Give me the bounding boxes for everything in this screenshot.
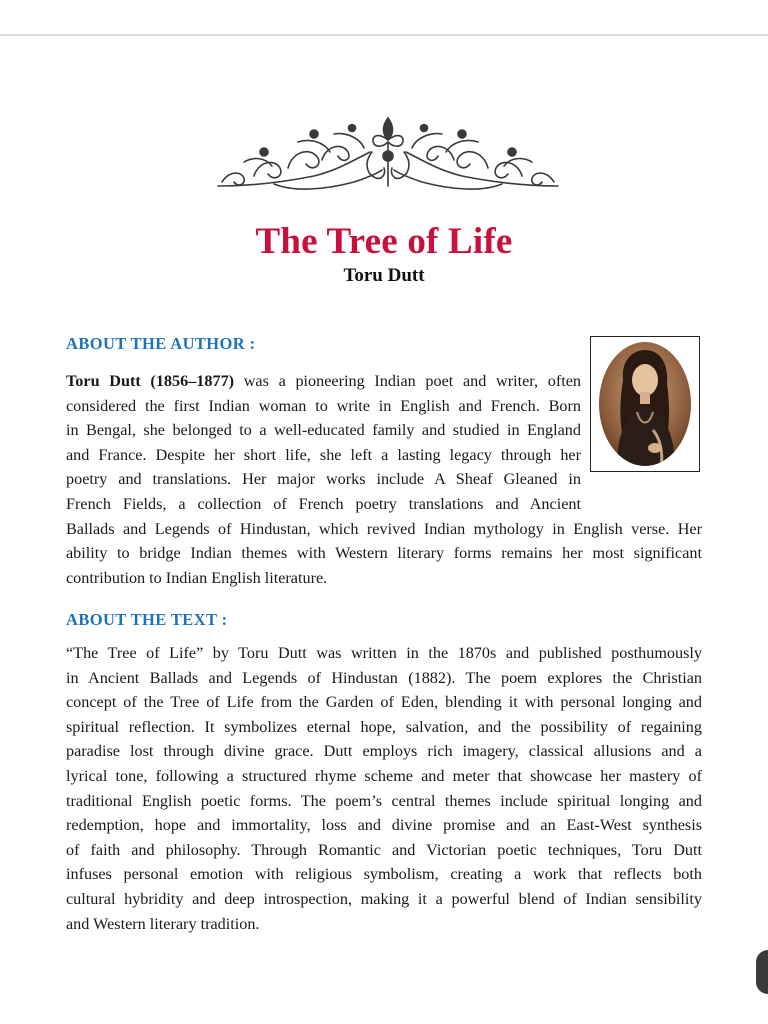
about-text-paragraph: [66, 641, 702, 936]
text-line-4: spiritual reflection. It symbolizes eternal hope, salvation, and the possibility of regaining: [66, 717, 702, 736]
about-author-paragraph: [66, 369, 702, 590]
author-line-8: ability to bridge Indian themes with Western literary forms remains her most significant: [66, 544, 702, 563]
author-line-7: Ballads and Legends of Hindustan, which revived Indian mythology in English verse. Her: [66, 519, 702, 538]
author-line-9: contribution to Indian English literature.: [66, 568, 328, 587]
author-byline: Toru Dutt: [343, 265, 425, 286]
floral-ornament-icon: [214, 112, 562, 196]
author-name-dates: Toru Dutt (1856–1877): [66, 372, 235, 390]
page-top-divider: [0, 34, 768, 36]
page-title: The Tree of Life: [255, 221, 513, 262]
author-line-5: poetry and translations. Her major works include A Sheaf Gleaned in: [66, 470, 581, 489]
text-line-10: infuses personal emotion with religious symbolism, creating a work that reflects both: [66, 865, 702, 884]
author-line-4: and France. Despite her short life, she left a lasting legacy through her: [66, 445, 581, 464]
page-corner-tab[interactable]: [756, 950, 768, 994]
text-line-1: “The Tree of Life” by Toru Dutt was written in the 1870s and published posthumously: [66, 644, 702, 662]
text-line-3: concept of the Tree of Life from the Garden of Eden, blending it with personal longing and: [66, 693, 702, 712]
text-line-6: lyrical tone, following a structured rhyme scheme and meter that showcase her mastery of: [66, 766, 702, 785]
author-line-2: considered the first Indian woman to write in English and French. Born: [66, 396, 581, 415]
text-line-9: of faith and philosophy. Through Romantic and Victorian poetic techniques, Toru Dutt: [66, 840, 702, 859]
about-text-heading: ABOUT THE TEXT :: [66, 610, 228, 629]
text-line-2: in Ancient Ballads and Legends of Hindustan (1882). The poem explores the Christian: [66, 668, 702, 687]
text-line-12: and Western literary tradition.: [66, 914, 260, 933]
author-line-6: French Fields, a collection of French poetry translations and Ancient: [66, 494, 581, 513]
text-line-7: traditional English poetic forms. The poem’s central themes include spiritual longing and: [66, 791, 702, 810]
about-author-heading: ABOUT THE AUTHOR :: [66, 334, 256, 353]
text-line-5: paradise lost through divine grace. Dutt employs rich imagery, classical allusions and a: [66, 742, 702, 761]
text-line-8: redemption, hope and immortality, loss and divine promise and an East-West synthesis: [66, 816, 702, 835]
author-line-1: Toru Dutt (1856–1877) was a pioneering Indian poet and writer, often: [66, 372, 581, 390]
text-line-11: cultural hybridity and deep introspection, making it a powerful blend of Indian sensibility: [66, 889, 702, 908]
author-line-3: in Bengal, she belonged to a well-educated family and studied in England: [66, 421, 581, 440]
